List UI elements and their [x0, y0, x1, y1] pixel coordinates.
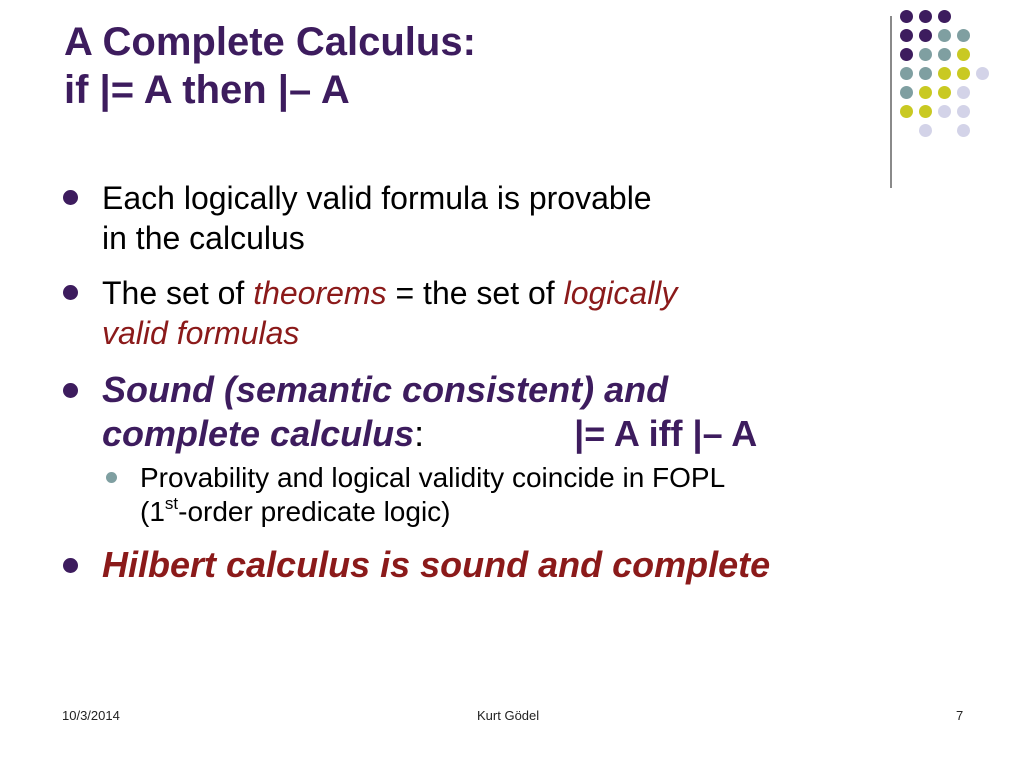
decor-dot [919, 67, 932, 80]
footer-author: Kurt Gödel [477, 708, 540, 723]
bullet-3-line-2 [102, 412, 982, 456]
bullet-4 [62, 543, 982, 587]
decor-dot [900, 10, 913, 23]
sub-bullet-line-2 [140, 495, 982, 529]
sub-bullet-paren: (1 [140, 496, 165, 527]
decor-dot [919, 86, 932, 99]
bullet-4-text: Hilbert calculus is sound and complete [102, 544, 771, 585]
bullet-3-line-1: Sound (semantic consistent) and [102, 369, 669, 410]
decor-dot [938, 105, 951, 118]
decor-dot [919, 105, 932, 118]
decor-dot [938, 86, 951, 99]
bullet-3 [62, 368, 982, 456]
bullet-2-logically: logically [563, 275, 678, 311]
bullet-dot-icon [63, 285, 78, 300]
decor-dot [900, 48, 913, 61]
bullet-2-line-1 [102, 273, 982, 313]
decor-dot [938, 10, 951, 23]
decor-dot [900, 67, 913, 80]
title-line-2: if |= A then |– A [64, 68, 350, 112]
bullet-dot-icon [63, 558, 78, 573]
decor-dot [957, 86, 970, 99]
bullet-2-pre: The set of [102, 275, 254, 311]
decor-dot [919, 124, 932, 137]
title-line-1: A Complete Calculus: [64, 20, 476, 64]
sub-bullet-dot-icon [106, 472, 117, 483]
decor-divider [890, 16, 892, 188]
bullet-2-mid: = the set of [386, 275, 564, 311]
decor-dot [919, 29, 932, 42]
bullet-2 [62, 273, 982, 353]
decor-dot [900, 29, 913, 42]
decor-dot [957, 124, 970, 137]
footer-page-number: 7 [956, 708, 964, 723]
bullet-dot-icon [63, 383, 78, 398]
decor-dot [957, 105, 970, 118]
decor-dot [900, 105, 913, 118]
ordinal-superscript: st [164, 493, 179, 513]
decor-dot [919, 10, 932, 23]
bullet-1-line-1: Each logically valid formula is provable [102, 180, 652, 216]
sub-bullet-line-1: Provability and logical validity coincide in FOPL [140, 462, 726, 493]
footer-date: 10/3/2014 [62, 708, 120, 723]
sub-bullet-rest: -order predicate logic) [178, 496, 451, 527]
slide-title [64, 18, 476, 114]
slide-body [62, 178, 982, 602]
decor-dot [957, 48, 970, 61]
sub-bullet-1 [62, 461, 982, 529]
decor-dot [938, 67, 951, 80]
bullet-2-theorems: theorems [253, 275, 387, 311]
bullet-3-formula: |= A iff |– A [574, 413, 758, 454]
decor-dot [957, 29, 970, 42]
decor-dot [938, 48, 951, 61]
decor-dot [938, 29, 951, 42]
decor-dot-grid [900, 10, 1010, 170]
bullet-1-line-2: in the calculus [102, 220, 305, 256]
decor-dot [919, 48, 932, 61]
bullet-3-colon: : [414, 413, 425, 454]
bullet-2-line-2: valid formulas [102, 315, 300, 351]
decor-dot [957, 67, 970, 80]
bullet-dot-icon [63, 190, 78, 205]
bullet-1 [62, 178, 982, 258]
bullet-3-complete-calculus: complete calculus [102, 413, 415, 454]
decor-dot [976, 67, 989, 80]
decor-dot [900, 86, 913, 99]
